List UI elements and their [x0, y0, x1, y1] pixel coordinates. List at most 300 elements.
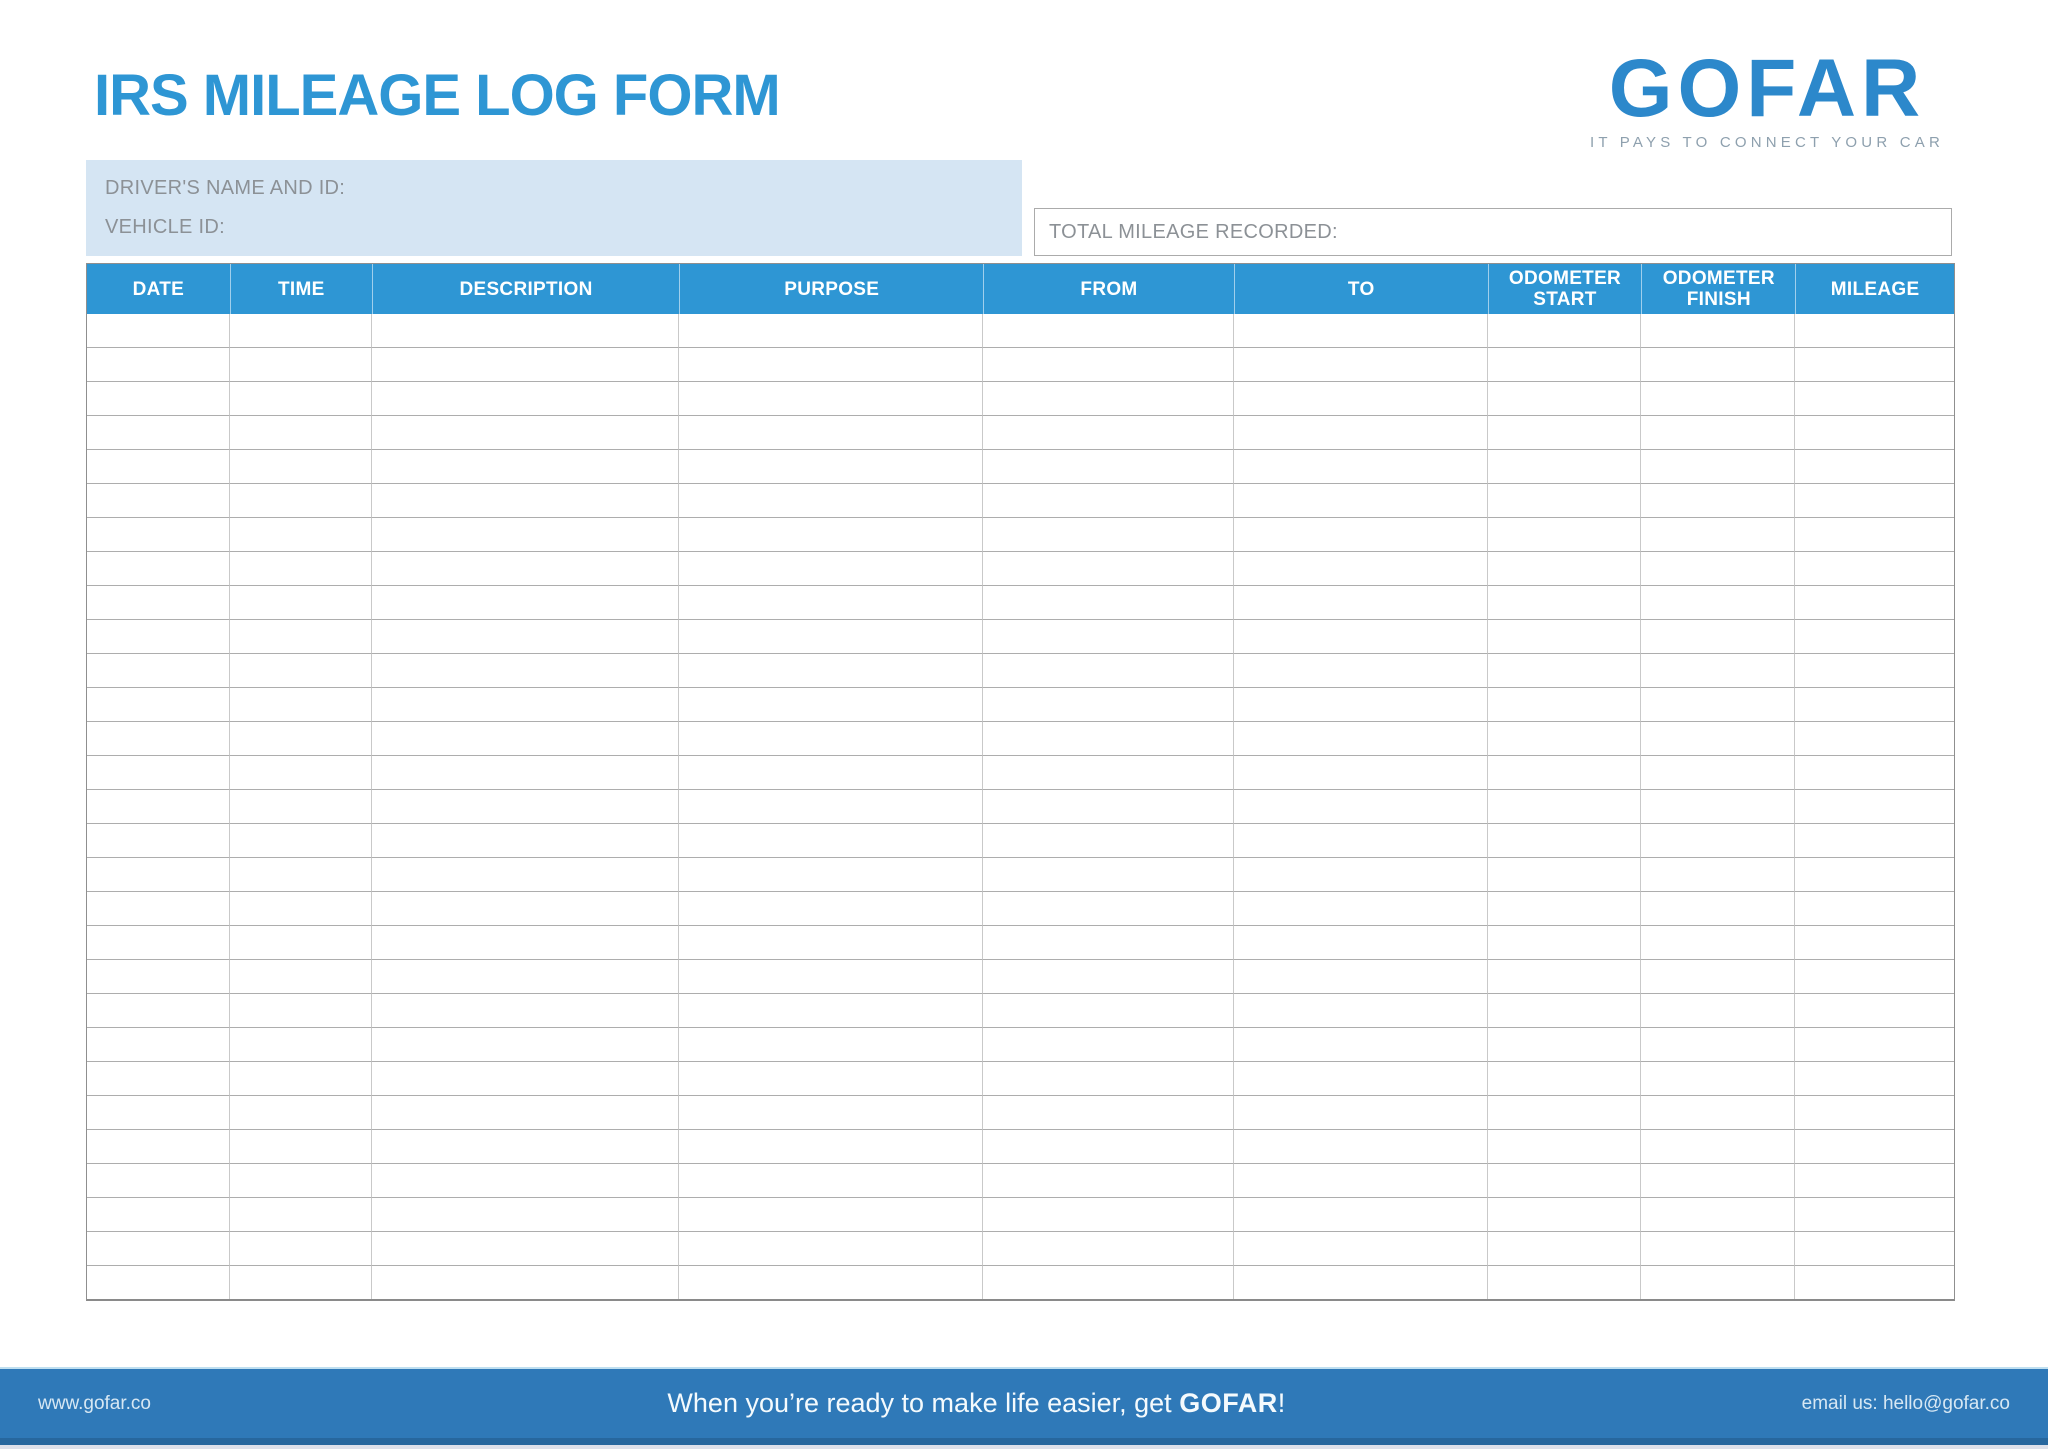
- footer-email-link[interactable]: email us: hello@gofar.co: [1801, 1392, 2010, 1414]
- log-cell[interactable]: [1641, 620, 1795, 654]
- log-cell[interactable]: [1641, 484, 1795, 518]
- footer-bar: [0, 1369, 2048, 1438]
- log-cell[interactable]: [1795, 1062, 1954, 1096]
- header-time: TIME: [230, 264, 372, 314]
- log-cell[interactable]: [1795, 416, 1954, 450]
- log-cell[interactable]: [1488, 1198, 1642, 1232]
- log-cell[interactable]: [679, 756, 983, 790]
- log-cell[interactable]: [372, 382, 680, 416]
- log-cell[interactable]: [372, 1198, 680, 1232]
- header-description: DESCRIPTION: [372, 264, 680, 314]
- log-cell[interactable]: [983, 654, 1234, 688]
- log-cell[interactable]: [679, 586, 983, 620]
- log-cell[interactable]: [230, 620, 372, 654]
- log-cell[interactable]: [983, 824, 1234, 858]
- log-cell[interactable]: [679, 1130, 983, 1164]
- log-cell[interactable]: [1488, 688, 1642, 722]
- log-cell[interactable]: [230, 722, 372, 756]
- log-cell[interactable]: [1488, 1164, 1642, 1198]
- log-cell[interactable]: [1641, 654, 1795, 688]
- log-cell[interactable]: [983, 688, 1234, 722]
- log-cell[interactable]: [983, 1130, 1234, 1164]
- log-cell[interactable]: [1795, 1130, 1954, 1164]
- vehicle-id-label: VEHICLE ID:: [105, 216, 225, 239]
- log-cell[interactable]: [230, 314, 372, 348]
- log-cell[interactable]: [679, 1266, 983, 1299]
- log-cell[interactable]: [1234, 348, 1488, 382]
- log-cell[interactable]: [230, 552, 372, 586]
- log-cell[interactable]: [87, 756, 230, 790]
- log-cell[interactable]: [983, 1096, 1234, 1130]
- log-cell[interactable]: [230, 688, 372, 722]
- log-cell[interactable]: [1641, 1266, 1795, 1299]
- log-row: [87, 654, 1954, 688]
- log-cell[interactable]: [983, 790, 1234, 824]
- header-to: TO: [1234, 264, 1488, 314]
- log-cell[interactable]: [372, 416, 680, 450]
- log-cell[interactable]: [372, 348, 680, 382]
- log-cell[interactable]: [1234, 926, 1488, 960]
- log-cell[interactable]: [372, 1164, 680, 1198]
- log-cell[interactable]: [372, 1232, 680, 1266]
- log-row: [87, 416, 1954, 450]
- log-table-body: [87, 314, 1954, 1299]
- log-cell[interactable]: [230, 790, 372, 824]
- log-cell[interactable]: [983, 1062, 1234, 1096]
- log-cell[interactable]: [679, 994, 983, 1028]
- log-cell[interactable]: [1488, 1028, 1642, 1062]
- log-cell[interactable]: [1488, 654, 1642, 688]
- log-cell[interactable]: [372, 654, 680, 688]
- log-cell[interactable]: [87, 1096, 230, 1130]
- log-cell[interactable]: [983, 994, 1234, 1028]
- log-cell[interactable]: [230, 1096, 372, 1130]
- log-cell[interactable]: [1488, 416, 1642, 450]
- log-cell[interactable]: [1795, 382, 1954, 416]
- log-cell[interactable]: [679, 688, 983, 722]
- log-cell[interactable]: [230, 518, 372, 552]
- log-cell[interactable]: [1641, 1198, 1795, 1232]
- log-row: [87, 348, 1954, 382]
- log-cell[interactable]: [230, 484, 372, 518]
- log-cell[interactable]: [87, 926, 230, 960]
- log-cell[interactable]: [1234, 552, 1488, 586]
- log-cell[interactable]: [1488, 892, 1642, 926]
- log-cell[interactable]: [1641, 1130, 1795, 1164]
- log-cell[interactable]: [1641, 450, 1795, 484]
- log-cell[interactable]: [87, 586, 230, 620]
- log-cell[interactable]: [87, 892, 230, 926]
- log-cell[interactable]: [1641, 926, 1795, 960]
- log-cell[interactable]: [983, 484, 1234, 518]
- log-cell[interactable]: [1795, 1028, 1954, 1062]
- log-cell[interactable]: [372, 586, 680, 620]
- log-cell[interactable]: [983, 756, 1234, 790]
- log-cell[interactable]: [87, 960, 230, 994]
- log-cell[interactable]: [1795, 586, 1954, 620]
- log-row: [87, 756, 1954, 790]
- log-cell[interactable]: [87, 348, 230, 382]
- log-cell[interactable]: [983, 552, 1234, 586]
- log-cell[interactable]: [983, 1198, 1234, 1232]
- log-cell[interactable]: [372, 858, 680, 892]
- log-cell[interactable]: [1234, 450, 1488, 484]
- log-cell[interactable]: [1234, 1266, 1488, 1299]
- log-cell[interactable]: [1488, 824, 1642, 858]
- log-row: [87, 586, 1954, 620]
- footer-dark-strip: [0, 1438, 2048, 1445]
- log-row: [87, 552, 1954, 586]
- log-cell[interactable]: [1488, 722, 1642, 756]
- log-cell[interactable]: [1641, 756, 1795, 790]
- log-cell[interactable]: [1234, 484, 1488, 518]
- log-cell[interactable]: [372, 892, 680, 926]
- header-date: DATE: [87, 264, 230, 314]
- log-cell[interactable]: [1488, 382, 1642, 416]
- log-cell[interactable]: [372, 790, 680, 824]
- log-cell[interactable]: [87, 1232, 230, 1266]
- log-cell[interactable]: [87, 722, 230, 756]
- log-cell[interactable]: [1795, 1096, 1954, 1130]
- log-cell[interactable]: [1795, 450, 1954, 484]
- log-cell[interactable]: [87, 824, 230, 858]
- log-cell[interactable]: [230, 1232, 372, 1266]
- log-cell[interactable]: [679, 348, 983, 382]
- log-cell[interactable]: [372, 518, 680, 552]
- log-cell[interactable]: [372, 756, 680, 790]
- footer-bottom-strip: [0, 1445, 2048, 1449]
- log-cell[interactable]: [679, 518, 983, 552]
- log-cell[interactable]: [983, 1266, 1234, 1299]
- mileage-log-table-container: [86, 263, 1955, 1301]
- log-cell[interactable]: [1488, 756, 1642, 790]
- log-cell[interactable]: [230, 1164, 372, 1198]
- log-cell[interactable]: [1795, 484, 1954, 518]
- log-cell[interactable]: [1641, 824, 1795, 858]
- log-cell[interactable]: [1795, 1266, 1954, 1299]
- log-cell[interactable]: [1795, 1232, 1954, 1266]
- log-cell[interactable]: [1488, 314, 1642, 348]
- log-cell[interactable]: [679, 314, 983, 348]
- log-cell[interactable]: [87, 450, 230, 484]
- log-cell[interactable]: [1234, 620, 1488, 654]
- log-row: [87, 1028, 1954, 1062]
- log-cell[interactable]: [372, 722, 680, 756]
- log-cell[interactable]: [1641, 314, 1795, 348]
- log-cell[interactable]: [983, 1164, 1234, 1198]
- log-cell[interactable]: [372, 688, 680, 722]
- log-cell[interactable]: [679, 1164, 983, 1198]
- header-mileage: MILEAGE: [1795, 264, 1954, 314]
- log-cell[interactable]: [679, 1198, 983, 1232]
- log-cell[interactable]: [983, 416, 1234, 450]
- log-cell[interactable]: [679, 926, 983, 960]
- log-cell[interactable]: [1641, 1096, 1795, 1130]
- log-cell[interactable]: [1234, 790, 1488, 824]
- log-cell[interactable]: [1795, 790, 1954, 824]
- log-cell[interactable]: [230, 756, 372, 790]
- log-cell[interactable]: [679, 824, 983, 858]
- log-cell[interactable]: [1641, 348, 1795, 382]
- log-cell[interactable]: [1795, 926, 1954, 960]
- log-cell[interactable]: [372, 1130, 680, 1164]
- log-cell[interactable]: [1795, 756, 1954, 790]
- log-cell[interactable]: [1234, 1096, 1488, 1130]
- log-cell[interactable]: [230, 382, 372, 416]
- log-row: [87, 620, 1954, 654]
- log-cell[interactable]: [372, 1266, 680, 1299]
- log-cell[interactable]: [1795, 654, 1954, 688]
- log-cell[interactable]: [1795, 722, 1954, 756]
- header-odometer-finish: ODOMETER FINISH: [1641, 264, 1795, 314]
- log-cell[interactable]: [230, 348, 372, 382]
- log-cell[interactable]: [679, 722, 983, 756]
- log-cell[interactable]: [1234, 382, 1488, 416]
- log-cell[interactable]: [679, 892, 983, 926]
- log-cell[interactable]: [679, 1028, 983, 1062]
- driver-info-box[interactable]: [86, 160, 1022, 256]
- log-cell[interactable]: [1488, 552, 1642, 586]
- log-cell[interactable]: [983, 450, 1234, 484]
- log-cell[interactable]: [87, 858, 230, 892]
- gofar-logo: [1589, 43, 1944, 151]
- log-cell[interactable]: [1488, 450, 1642, 484]
- log-cell[interactable]: [230, 926, 372, 960]
- log-cell[interactable]: [1234, 722, 1488, 756]
- log-cell[interactable]: [372, 1028, 680, 1062]
- log-cell[interactable]: [1641, 552, 1795, 586]
- log-cell[interactable]: [372, 620, 680, 654]
- log-cell[interactable]: [87, 314, 230, 348]
- log-cell[interactable]: [1795, 518, 1954, 552]
- log-cell[interactable]: [679, 484, 983, 518]
- log-cell[interactable]: [372, 1062, 680, 1096]
- log-cell[interactable]: [87, 688, 230, 722]
- log-cell[interactable]: [87, 620, 230, 654]
- log-row: [87, 824, 1954, 858]
- log-cell[interactable]: [679, 1096, 983, 1130]
- log-cell[interactable]: [1234, 994, 1488, 1028]
- log-cell[interactable]: [1234, 586, 1488, 620]
- log-cell[interactable]: [679, 960, 983, 994]
- log-cell[interactable]: [1234, 892, 1488, 926]
- log-cell[interactable]: [1234, 416, 1488, 450]
- header-from: FROM: [983, 264, 1234, 314]
- log-cell[interactable]: [983, 1028, 1234, 1062]
- log-cell[interactable]: [230, 1028, 372, 1062]
- log-cell[interactable]: [230, 1130, 372, 1164]
- log-cell[interactable]: [1641, 1232, 1795, 1266]
- log-cell[interactable]: [1234, 518, 1488, 552]
- log-row: [87, 722, 1954, 756]
- log-cell[interactable]: [679, 1062, 983, 1096]
- log-cell[interactable]: [983, 926, 1234, 960]
- log-cell[interactable]: [983, 722, 1234, 756]
- log-cell[interactable]: [1795, 688, 1954, 722]
- log-cell[interactable]: [679, 790, 983, 824]
- log-cell[interactable]: [87, 994, 230, 1028]
- log-cell[interactable]: [1234, 1164, 1488, 1198]
- log-cell[interactable]: [87, 1198, 230, 1232]
- log-cell[interactable]: [1488, 1266, 1642, 1299]
- log-cell[interactable]: [1795, 552, 1954, 586]
- log-cell[interactable]: [1488, 1096, 1642, 1130]
- log-cell[interactable]: [372, 824, 680, 858]
- log-cell[interactable]: [679, 620, 983, 654]
- log-row: [87, 450, 1954, 484]
- log-cell[interactable]: [87, 1062, 230, 1096]
- log-cell[interactable]: [1234, 688, 1488, 722]
- log-cell[interactable]: [983, 586, 1234, 620]
- log-cell[interactable]: [87, 1266, 230, 1299]
- log-cell[interactable]: [679, 1232, 983, 1266]
- log-cell[interactable]: [983, 858, 1234, 892]
- log-cell[interactable]: [372, 314, 680, 348]
- mileage-log-table: [87, 264, 1954, 1299]
- log-cell[interactable]: [230, 824, 372, 858]
- log-cell[interactable]: [372, 1096, 680, 1130]
- log-cell[interactable]: [230, 994, 372, 1028]
- log-cell[interactable]: [1488, 1232, 1642, 1266]
- log-cell[interactable]: [230, 450, 372, 484]
- log-cell[interactable]: [1234, 654, 1488, 688]
- log-cell[interactable]: [1641, 1028, 1795, 1062]
- log-cell[interactable]: [372, 926, 680, 960]
- log-cell[interactable]: [679, 416, 983, 450]
- table-header-row: [87, 264, 1954, 314]
- log-cell[interactable]: [1234, 756, 1488, 790]
- log-cell[interactable]: [1795, 1164, 1954, 1198]
- log-cell[interactable]: [1641, 586, 1795, 620]
- log-cell[interactable]: [87, 1164, 230, 1198]
- log-cell[interactable]: [230, 416, 372, 450]
- log-cell[interactable]: [1795, 348, 1954, 382]
- log-cell[interactable]: [1488, 586, 1642, 620]
- log-cell[interactable]: [1488, 858, 1642, 892]
- log-cell[interactable]: [1488, 790, 1642, 824]
- log-cell[interactable]: [1795, 960, 1954, 994]
- log-cell[interactable]: [1234, 1198, 1488, 1232]
- log-cell[interactable]: [1795, 1198, 1954, 1232]
- log-cell[interactable]: [87, 484, 230, 518]
- footer-website-link[interactable]: www.gofar.co: [38, 1392, 151, 1414]
- log-cell[interactable]: [1488, 620, 1642, 654]
- log-cell[interactable]: [1234, 314, 1488, 348]
- driver-name-label: DRIVER'S NAME AND ID:: [105, 176, 346, 199]
- log-cell[interactable]: [1488, 518, 1642, 552]
- log-cell[interactable]: [87, 1028, 230, 1062]
- log-cell[interactable]: [1641, 1062, 1795, 1096]
- log-cell[interactable]: [679, 654, 983, 688]
- log-cell[interactable]: [87, 552, 230, 586]
- log-cell[interactable]: [1488, 1130, 1642, 1164]
- log-cell[interactable]: [1234, 1028, 1488, 1062]
- log-cell[interactable]: [87, 1130, 230, 1164]
- log-cell[interactable]: [87, 654, 230, 688]
- log-cell[interactable]: [1795, 314, 1954, 348]
- log-cell[interactable]: [1488, 1062, 1642, 1096]
- log-cell[interactable]: [1488, 926, 1642, 960]
- log-cell[interactable]: [1488, 994, 1642, 1028]
- log-cell[interactable]: [1488, 484, 1642, 518]
- log-cell[interactable]: [1641, 722, 1795, 756]
- log-cell[interactable]: [372, 994, 680, 1028]
- log-cell[interactable]: [87, 416, 230, 450]
- gofar-logo-wordmark: GOFAR: [1608, 43, 1926, 134]
- total-mileage-box[interactable]: [1034, 208, 1952, 256]
- log-cell[interactable]: [1795, 620, 1954, 654]
- log-cell[interactable]: [1641, 994, 1795, 1028]
- log-cell[interactable]: [1641, 790, 1795, 824]
- log-cell[interactable]: [1641, 416, 1795, 450]
- log-cell[interactable]: [1795, 858, 1954, 892]
- log-cell[interactable]: [230, 892, 372, 926]
- log-cell[interactable]: [230, 858, 372, 892]
- log-cell[interactable]: [1234, 960, 1488, 994]
- log-cell[interactable]: [87, 382, 230, 416]
- log-cell[interactable]: [1488, 348, 1642, 382]
- log-cell[interactable]: [372, 484, 680, 518]
- log-cell[interactable]: [372, 960, 680, 994]
- log-cell[interactable]: [1234, 824, 1488, 858]
- log-cell[interactable]: [230, 654, 372, 688]
- log-cell[interactable]: [1488, 960, 1642, 994]
- log-cell[interactable]: [230, 960, 372, 994]
- footer-slogan-text: When you’re ready to make life easier, get: [667, 1388, 1180, 1418]
- log-cell[interactable]: [679, 382, 983, 416]
- header-odometer-start: ODOMETER START: [1488, 264, 1642, 314]
- log-cell[interactable]: [983, 620, 1234, 654]
- log-cell[interactable]: [983, 960, 1234, 994]
- log-cell[interactable]: [1234, 1130, 1488, 1164]
- log-cell[interactable]: [1641, 858, 1795, 892]
- log-cell[interactable]: [679, 552, 983, 586]
- log-row: [87, 994, 1954, 1028]
- log-cell[interactable]: [230, 586, 372, 620]
- log-cell[interactable]: [1641, 960, 1795, 994]
- log-cell[interactable]: [372, 450, 680, 484]
- log-cell[interactable]: [1641, 1164, 1795, 1198]
- log-cell[interactable]: [1234, 1062, 1488, 1096]
- log-cell[interactable]: [983, 892, 1234, 926]
- log-cell[interactable]: [372, 552, 680, 586]
- log-cell[interactable]: [983, 382, 1234, 416]
- log-row: [87, 518, 1954, 552]
- log-cell[interactable]: [1795, 824, 1954, 858]
- log-row: [87, 1164, 1954, 1198]
- log-cell[interactable]: [1641, 688, 1795, 722]
- log-cell[interactable]: [1234, 858, 1488, 892]
- log-cell[interactable]: [983, 1232, 1234, 1266]
- log-cell[interactable]: [983, 518, 1234, 552]
- log-cell[interactable]: [1234, 1232, 1488, 1266]
- log-cell[interactable]: [679, 858, 983, 892]
- log-cell[interactable]: [1795, 892, 1954, 926]
- log-cell[interactable]: [87, 790, 230, 824]
- log-cell[interactable]: [230, 1266, 372, 1299]
- log-cell[interactable]: [679, 450, 983, 484]
- log-cell[interactable]: [1795, 994, 1954, 1028]
- log-cell[interactable]: [983, 314, 1234, 348]
- log-cell[interactable]: [230, 1062, 372, 1096]
- log-cell[interactable]: [230, 1198, 372, 1232]
- log-cell[interactable]: [983, 348, 1234, 382]
- log-cell[interactable]: [1641, 892, 1795, 926]
- log-cell[interactable]: [87, 518, 230, 552]
- log-cell[interactable]: [1641, 518, 1795, 552]
- log-row: [87, 858, 1954, 892]
- log-cell[interactable]: [1641, 382, 1795, 416]
